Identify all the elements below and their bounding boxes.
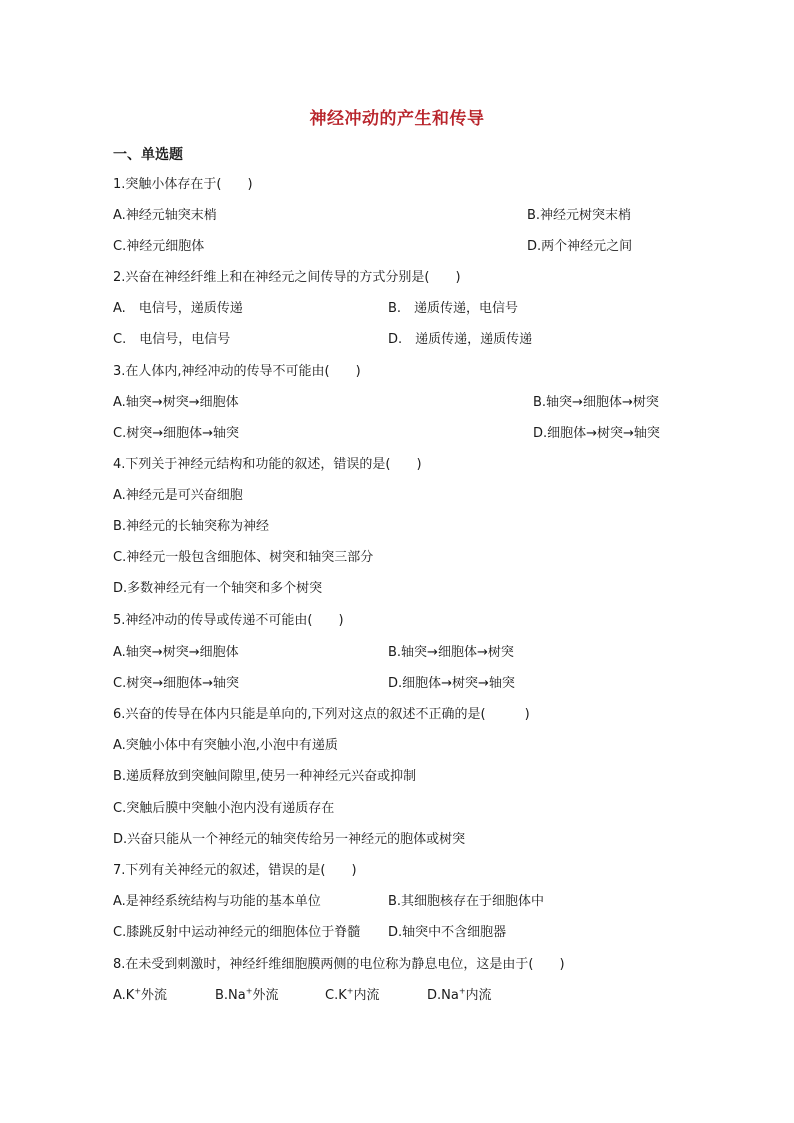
question-6-option-d: D.兴奋只能从一个神经元的轴突传给另一神经元的胞体或树突 [113, 832, 466, 847]
question-2-option-c: C. 电信号，电信号 [113, 332, 231, 347]
option-b-suffix: 外流 [252, 988, 279, 1003]
question-1-stem: 1.突触小体存在于( ) [113, 177, 253, 192]
question-3-option-a: A.轴突→树突→细胞体 [113, 395, 239, 410]
option-c-superscript: + [346, 986, 354, 996]
question-7-option-b: B.其细胞核存在于细胞体中 [388, 894, 545, 909]
question-6-option-c: C.突触后膜中突触小泡内没有递质存在 [113, 801, 335, 816]
question-4-option-d: D.多数神经元有一个轴突和多个树突 [113, 581, 323, 596]
question-3-option-b: B.轴突→细胞体→树突 [533, 395, 659, 410]
question-8-option-c [325, 987, 379, 1005]
question-5-stem: 5.神经冲动的传导或传递不可能由( ) [113, 613, 344, 628]
question-4-option-a: A.神经元是可兴奋细胞 [113, 488, 243, 503]
question-8-option-d [427, 987, 492, 1005]
question-8-stem: 8.在未受到刺激时，神经纤维细胞膜两侧的电位称为静息电位，这是由于( ) [113, 957, 565, 972]
question-4-stem: 4.下列关于神经元结构和功能的叙述，错误的是( ) [113, 457, 422, 472]
question-2-stem: 2.兴奋在神经纤维上和在神经元之间传导的方式分别是( ) [113, 270, 461, 285]
section-heading: 一、单选题 [113, 147, 183, 163]
question-4-option-c: C.神经元一般包含细胞体、树突和轴突三部分 [113, 550, 374, 565]
question-3-stem: 3.在人体内,神经冲动的传导不可能由( ) [113, 364, 361, 379]
question-1-option-d: D.两个神经元之间 [527, 239, 633, 254]
question-5-option-c: C.树突→细胞体→轴突 [113, 676, 239, 691]
question-5-option-d: D.细胞体→树突→轴突 [388, 676, 515, 691]
option-b-superscript: + [245, 986, 253, 996]
question-5-option-b: B.轴突→细胞体→树突 [388, 645, 514, 660]
question-5-option-a: A.轴突→树突→细胞体 [113, 645, 239, 660]
question-2-option-b: B. 递质传递，电信号 [388, 301, 519, 316]
option-a-prefix: A.K [113, 988, 135, 1003]
question-6-stem: 6.兴奋的传导在体内只能是单向的,下列对这点的叙述不正确的是( ) [113, 707, 530, 722]
question-7-stem: 7.下列有关神经元的叙述，错误的是( ) [113, 863, 357, 878]
question-1-option-c: C.神经元细胞体 [113, 239, 205, 254]
option-a-superscript: + [134, 986, 142, 996]
question-6-option-b: B.递质释放到突触间隙里,使另一种神经元兴奋或抑制 [113, 769, 417, 784]
question-1-option-a: A.神经元轴突末梢 [113, 208, 217, 223]
option-c-suffix: 内流 [353, 988, 380, 1003]
option-d-suffix: 内流 [465, 988, 492, 1003]
option-b-prefix: B.Na [215, 988, 246, 1003]
question-1-option-b: B.神经元树突末梢 [527, 208, 632, 223]
question-8-option-b [215, 987, 278, 1005]
option-a-suffix: 外流 [141, 988, 168, 1003]
question-2-option-a: A. 电信号，递质传递 [113, 301, 243, 316]
question-3-option-d: D.细胞体→树突→轴突 [533, 426, 660, 441]
option-d-prefix: D.Na [427, 988, 459, 1003]
question-2-option-d: D. 递质传递，递质传递 [388, 332, 533, 347]
question-3-option-c: C.树突→细胞体→轴突 [113, 426, 239, 441]
question-7-option-d: D.轴突中不含细胞器 [388, 925, 507, 940]
page-title: 神经冲动的产生和传导 [309, 109, 485, 129]
option-d-superscript: + [458, 986, 466, 996]
question-7-option-a: A.是神经系统结构与功能的基本单位 [113, 894, 321, 909]
question-6-option-a: A.突触小体中有突触小泡,小泡中有递质 [113, 738, 338, 753]
question-7-option-c: C.膝跳反射中运动神经元的细胞体位于脊髓 [113, 925, 361, 940]
option-c-prefix: C.K [325, 988, 347, 1003]
question-8-option-a [113, 987, 167, 1005]
question-4-option-b: B.神经元的长轴突称为神经 [113, 519, 270, 534]
